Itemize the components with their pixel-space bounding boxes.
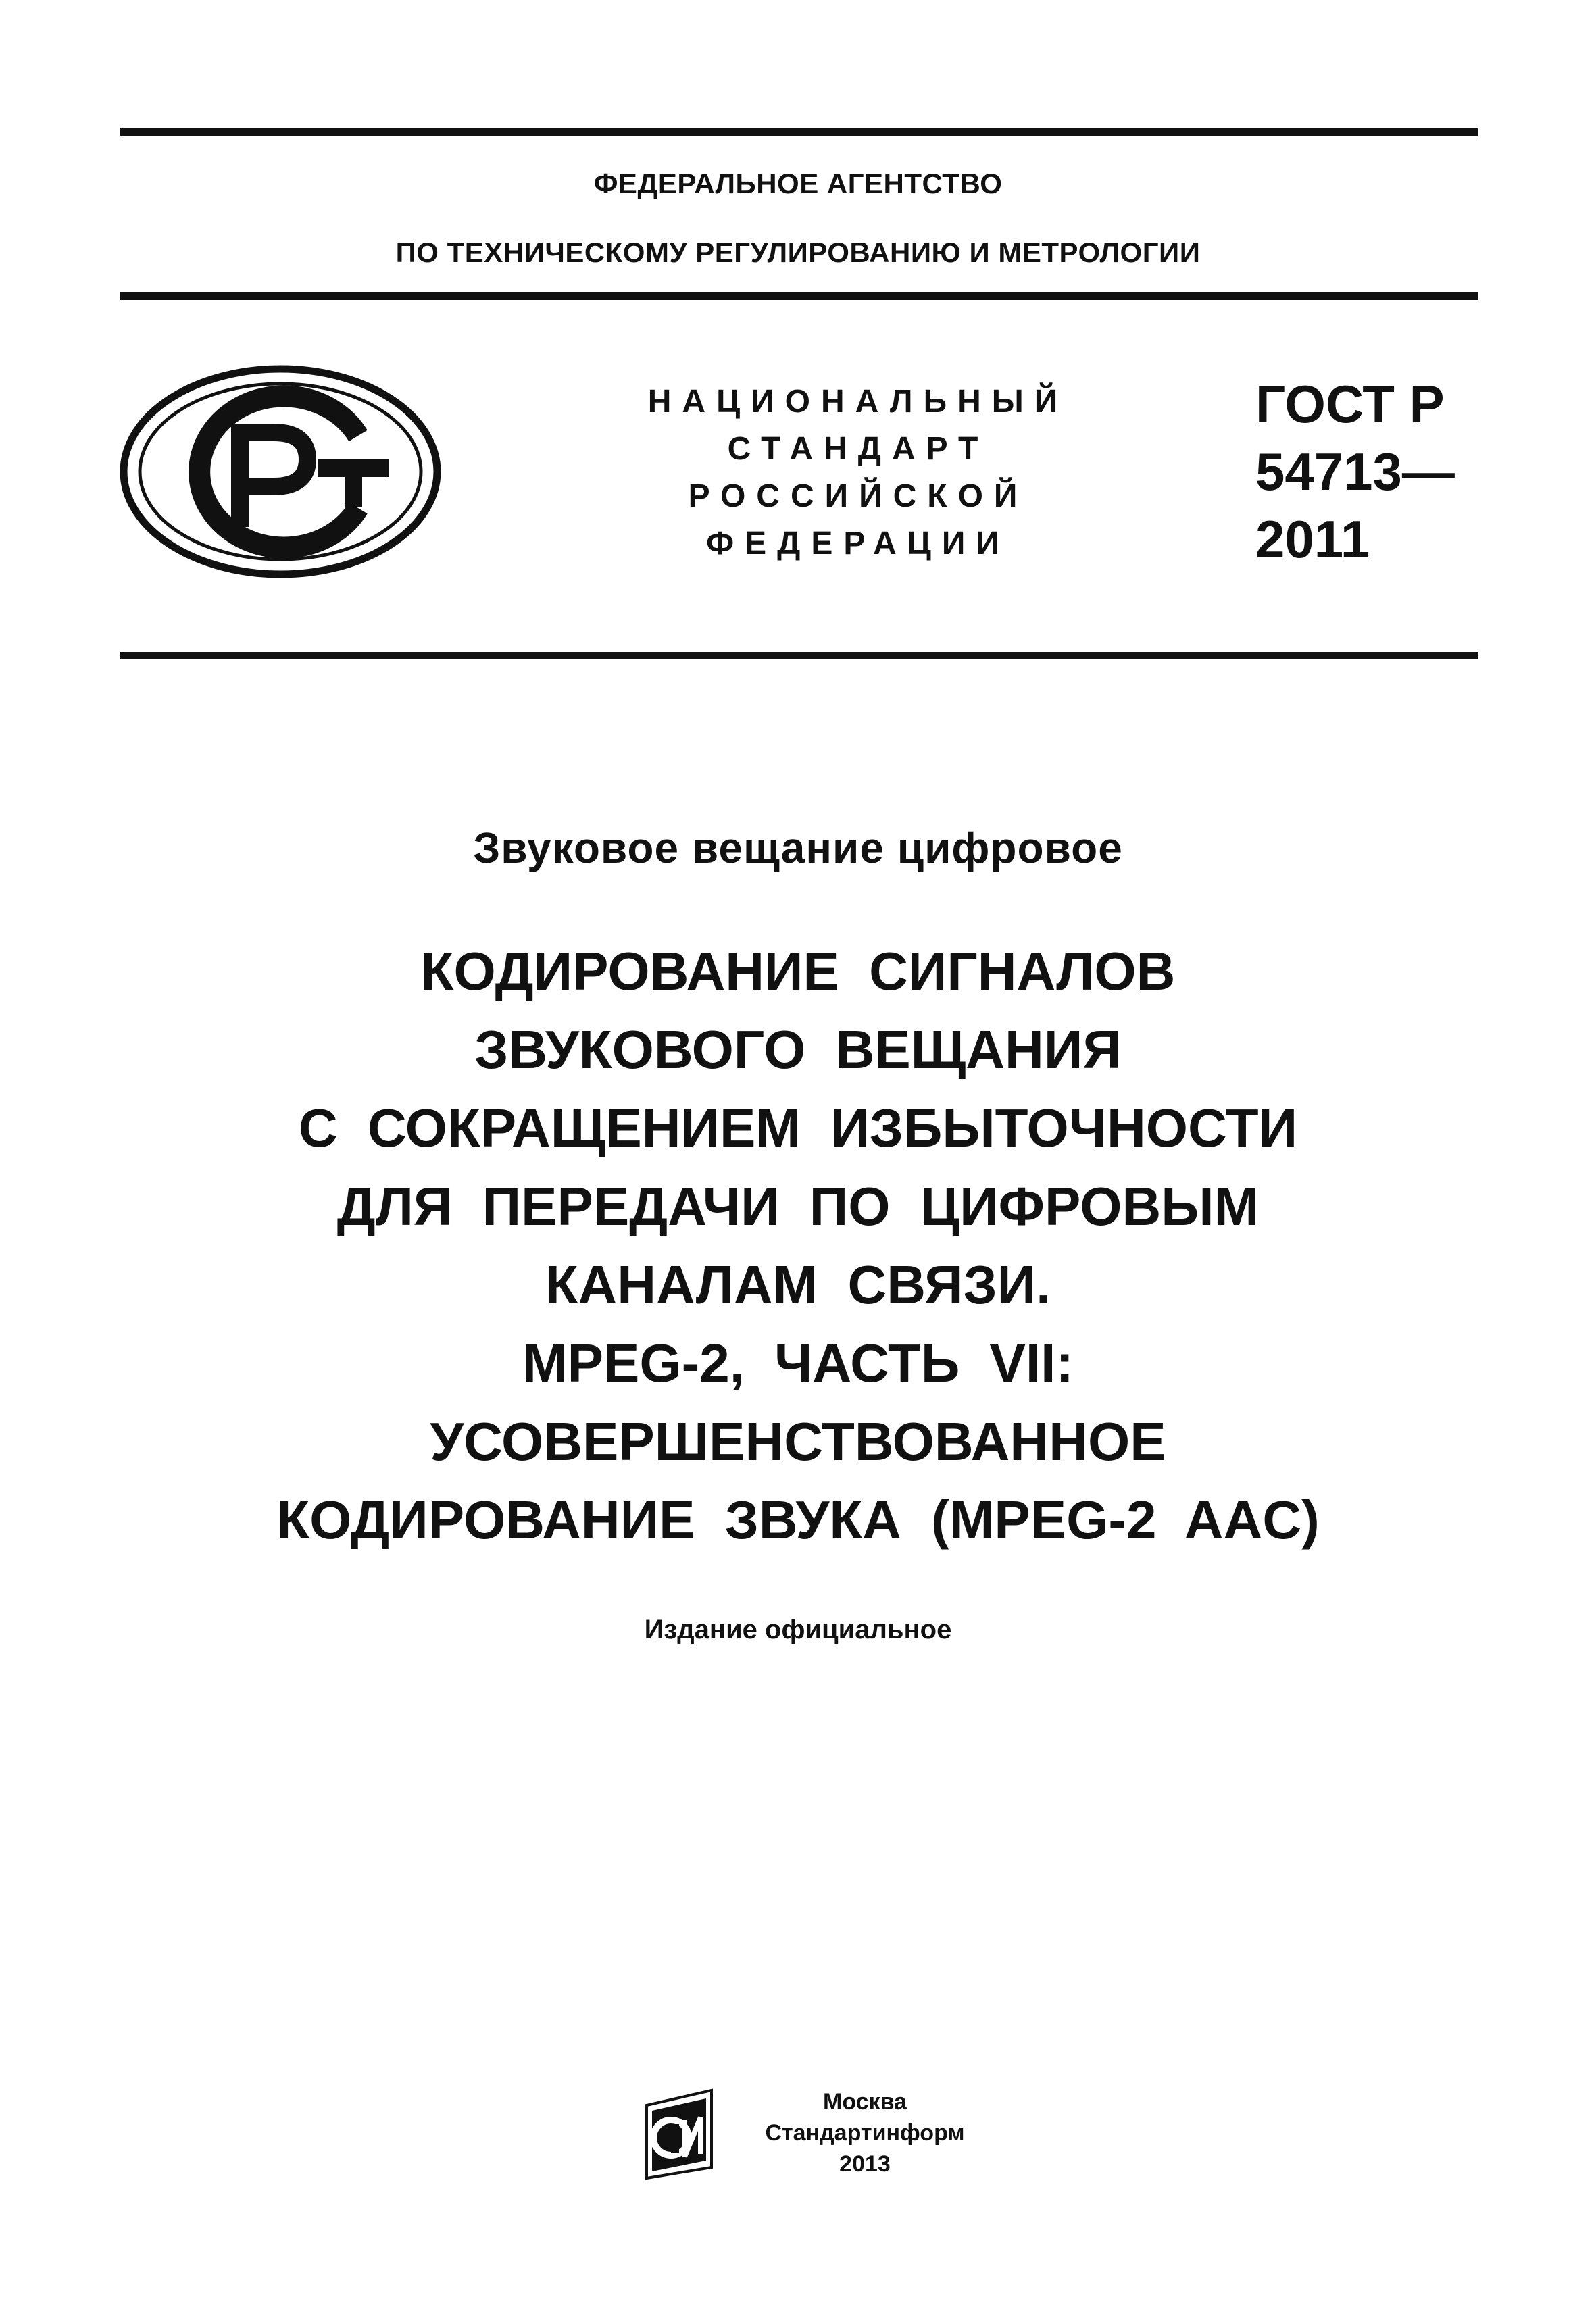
edition-label: Издание официальное xyxy=(644,1615,952,1644)
designation-line: 2011 xyxy=(1255,509,1370,569)
standard-designation xyxy=(1255,370,1455,573)
title-line: MPEG-2, ЧАСТЬ VII: xyxy=(522,1333,1074,1393)
title-line: ЗВУКОВОГО ВЕЩАНИЯ xyxy=(474,1020,1122,1080)
title-line: С СОКРАЩЕНИЕМ ИЗБЫТОЧНОСТИ xyxy=(298,1098,1298,1158)
section-divider-rule xyxy=(120,652,1478,659)
title-line: КОДИРОВАНИЕ СИГНАЛОВ xyxy=(420,941,1176,1001)
agency-name-line-2: ПО ТЕХНИЧЕСКОМУ РЕГУЛИРОВАНИЮ И МЕТРОЛОГИИ xyxy=(395,236,1201,268)
document-subtitle: Звуковое вещание цифровое xyxy=(473,824,1123,872)
publisher-city: Москва xyxy=(823,2089,907,2115)
document-title xyxy=(0,932,1596,1559)
designation-line: ГОСТ Р xyxy=(1255,374,1445,434)
standartinform-logo-icon xyxy=(632,2086,726,2181)
title-line: ДЛЯ ПЕРЕДАЧИ ПО ЦИФРОВЫМ xyxy=(336,1176,1260,1236)
agency-name-line-1: ФЕДЕРАЛЬНОЕ АГЕНТСТВО xyxy=(593,168,1003,199)
publisher-imprint xyxy=(733,2086,997,2180)
standard-type-line: ФЕДЕРАЦИИ xyxy=(706,526,1010,561)
publication-year: 2013 xyxy=(839,2151,891,2177)
standard-type-line: СТАНДАРТ xyxy=(727,431,989,467)
rst-conformity-mark-icon xyxy=(115,358,453,588)
title-line: КАНАЛАМ СВЯЗИ. xyxy=(545,1255,1051,1315)
title-line: КОДИРОВАНИЕ ЗВУКА (MPEG-2 AAC) xyxy=(276,1490,1320,1550)
top-rule xyxy=(120,128,1478,136)
publisher-name: Стандартинформ xyxy=(765,2120,965,2146)
standard-type-line: НАЦИОНАЛЬНЫЙ xyxy=(647,384,1069,420)
designation-line: 54713— xyxy=(1255,442,1455,501)
header-bottom-rule xyxy=(120,292,1478,300)
title-line: УСОВЕРШЕНСТВОВАННОЕ xyxy=(430,1411,1166,1472)
standard-type-line: РОССИЙСКОЙ xyxy=(688,478,1028,514)
standard-type-label xyxy=(628,378,1088,568)
